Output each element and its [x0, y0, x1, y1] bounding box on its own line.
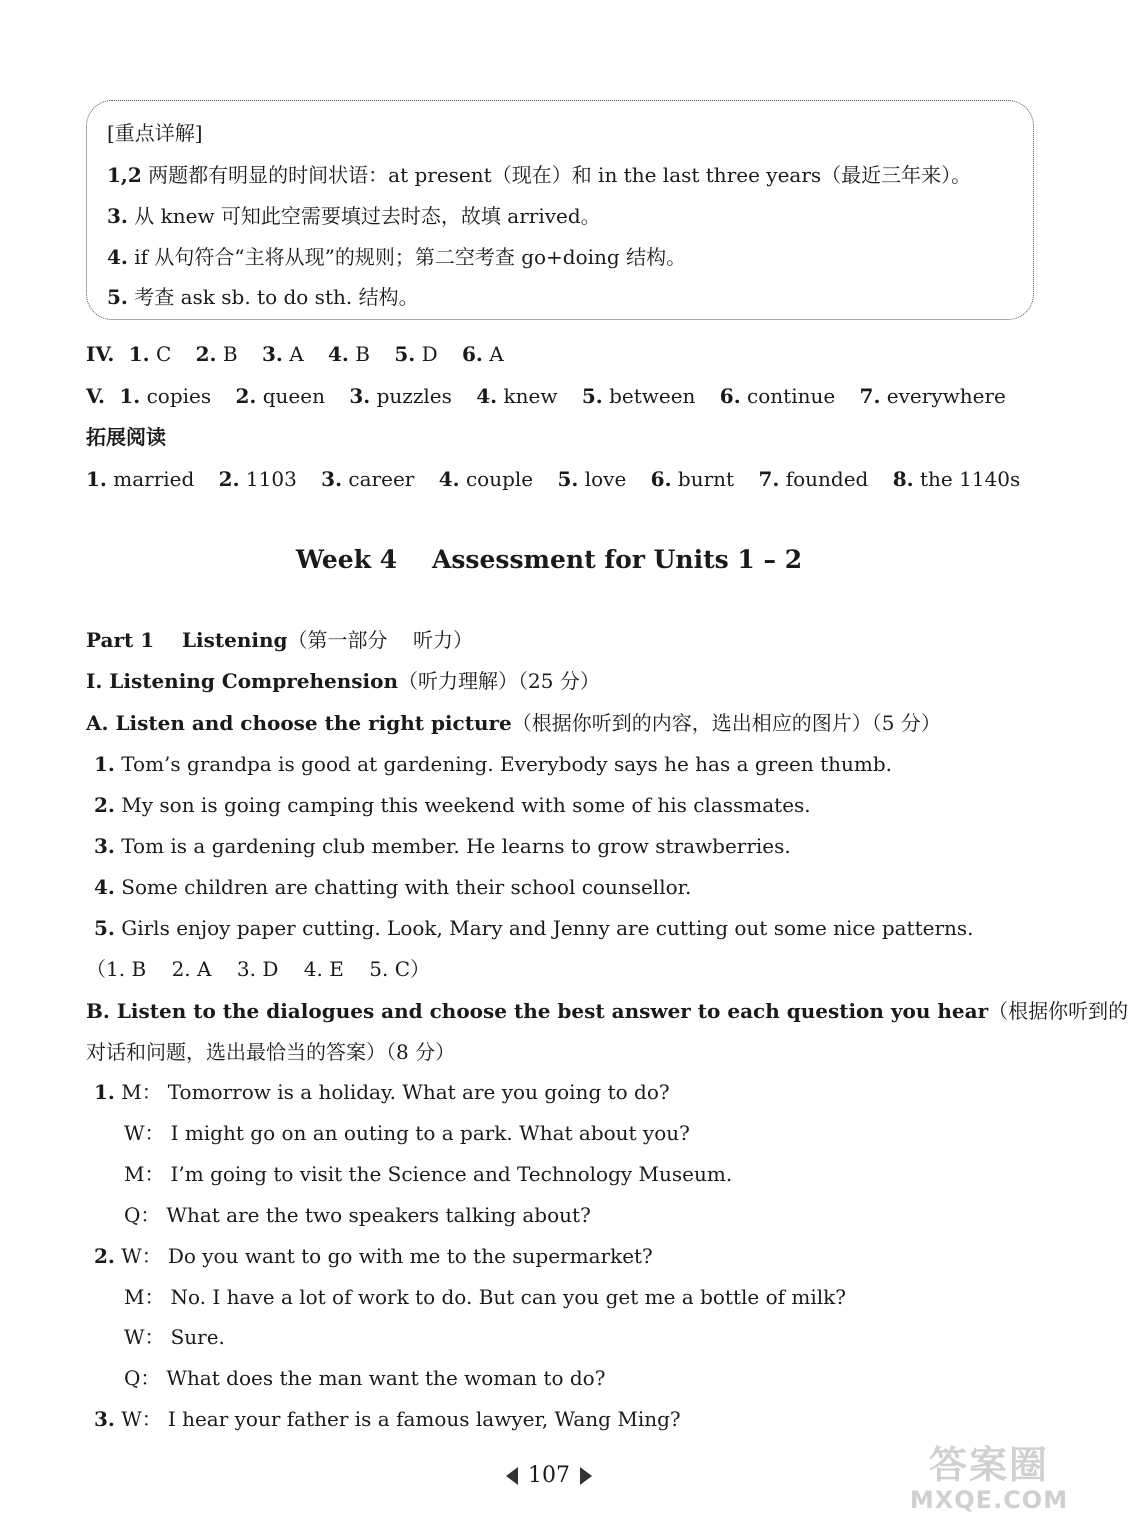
section-a-item-1: 1. Tom’s grandpa is good at gardening. Everybody says he has a green thumb. [94, 752, 893, 776]
key-point-line-3: 4. if 从句符合“主将从现”的规则；第二空考查 go+doing 结构。 [107, 245, 687, 269]
section-a-item-5: 5. Girls enjoy paper cutting. Look, Mary and Jenny are cutting out some nice patterns. [94, 916, 974, 940]
dialogue-3-line-1: 3. W： I hear your father is a famous lawyer, Wang Ming? [94, 1407, 681, 1431]
key-points-box [86, 100, 1034, 320]
section-a-item-4: 4. Some children are chatting with their school counsellor. [94, 875, 692, 899]
watermark-en: MXQE.COM [909, 1486, 1069, 1514]
extended-reading-answers: 1. married 2. 1103 3. career 4. couple 5. love 6. burnt 7. founded 8. the 1140s [86, 467, 1021, 491]
dialogue-1-line-3: M： I’m going to visit the Science and Technology Museum. [124, 1162, 733, 1186]
page-number: 107 [528, 1463, 570, 1488]
key-point-line-1: 1,2 两题都有明显的时间状语：at present（现在）和 in the last three years（最近三年来）。 [107, 163, 972, 187]
dialogue-1-line-2: W： I might go on an outing to a park. What about you? [124, 1121, 690, 1145]
section-a-heading: A. Listen and choose the right picture（根据你听到的内容，选出相应的图片）（5 分） [86, 711, 941, 735]
week-title: Week 4 Assessment for Units 1 – 2 [295, 545, 803, 574]
triangle-right-icon [580, 1467, 592, 1485]
section-b-heading-line-2: 对话和问题，选出最恰当的答案）（8 分） [86, 1040, 456, 1064]
section-a-item-2: 2. My son is going camping this weekend with some of his classmates. [94, 793, 811, 817]
section-a-item-3: 3. Tom is a gardening club member. He learns to grow strawberries. [94, 834, 791, 858]
watermark-cn: 答案圈 [928, 1443, 1049, 1487]
dialogue-2-line-2: M： No. I have a lot of work to do. But can you get me a bottle of milk? [124, 1285, 846, 1309]
section-b-heading-line-1: B. Listen to the dialogues and choose the best answer to each question you hear（根据你听到的 [86, 999, 1128, 1023]
key-points-heading: [重点详解] [107, 121, 203, 145]
dialogue-2-line-1: 2. W： Do you want to go with me to the supermarket? [94, 1244, 653, 1268]
watermark-logo [894, 1444, 1084, 1524]
key-point-line-2: 3. 从 knew 可知此空需要填过去时态，故填 arrived。 [107, 204, 601, 228]
dialogue-2-question: Q： What does the man want the woman to do? [124, 1366, 606, 1390]
dialogue-1-question: Q： What are the two speakers talking about? [124, 1203, 591, 1227]
key-point-line-4: 5. 考查 ask sb. to do sth. 结构。 [107, 285, 419, 309]
section-a-answers: （1. B 2. A 3. D 4. E 5. C） [86, 957, 430, 981]
triangle-left-icon [506, 1467, 518, 1485]
dialogue-1-line-1: 1. M： Tomorrow is a holiday. What are you going to do? [94, 1080, 670, 1104]
extended-reading-heading: 拓展阅读 [86, 425, 166, 449]
section-i-heading: I. Listening Comprehension（听力理解）（25 分） [86, 669, 600, 693]
part1-heading: Part 1 Listening（第一部分 听力） [86, 628, 473, 652]
section-v-answers: V. 1. copies 2. queen 3. puzzles 4. knew 5. between 6. continue 7. everywhere [86, 384, 1006, 408]
dialogue-2-line-3: W： Sure. [124, 1325, 225, 1349]
section-iv-answers: IV. 1. C 2. B 3. A 4. B 5. D 6. A [86, 342, 504, 366]
